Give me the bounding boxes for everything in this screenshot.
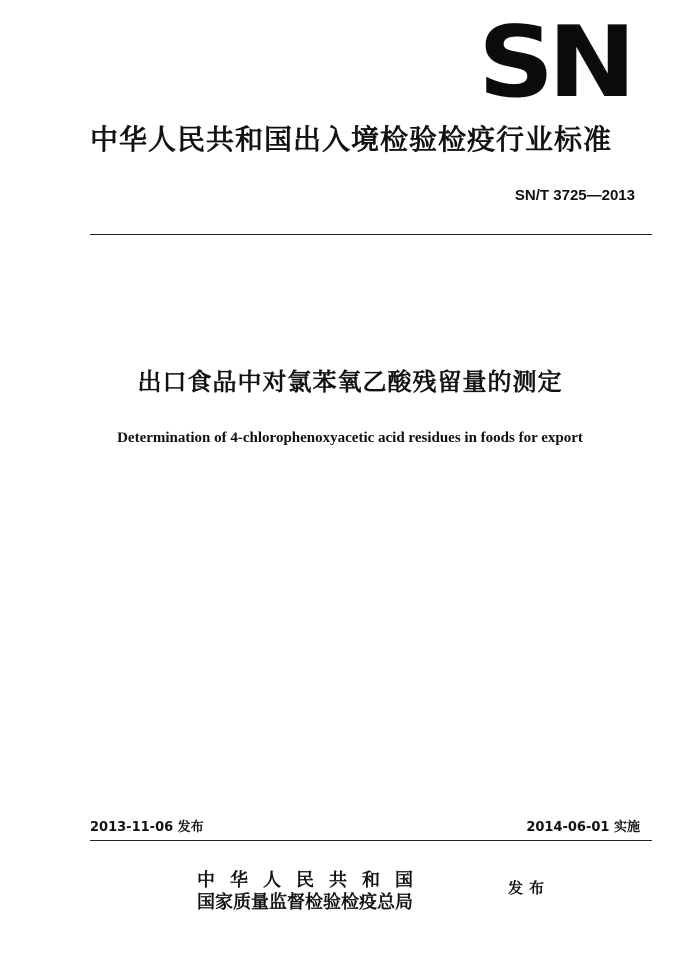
issuer-country: 中华人民共和国 bbox=[197, 870, 428, 891]
issue-date: 2013-11-06 发布 bbox=[90, 820, 204, 835]
industry-standard-heading: 中华人民共和国出入境检验检疫行业标准 bbox=[90, 123, 613, 156]
standard-number: SN/T 3725—2013 bbox=[514, 187, 635, 204]
document-title-english: Determination of 4-chlorophenoxyacetic acid residues in foods for export bbox=[117, 430, 583, 446]
document-title-chinese: 出口食品中对氯苯氧乙酸残留量的测定 bbox=[137, 368, 563, 396]
issuer-action: 发布 bbox=[508, 879, 551, 897]
implementation-date: 2014-06-01 实施 bbox=[526, 820, 640, 835]
issuer-agency: 国家质量监督检验检疫总局 bbox=[197, 892, 413, 913]
sn-logo: SN bbox=[478, 6, 630, 120]
bottom-divider bbox=[90, 840, 652, 841]
top-divider bbox=[90, 234, 652, 235]
